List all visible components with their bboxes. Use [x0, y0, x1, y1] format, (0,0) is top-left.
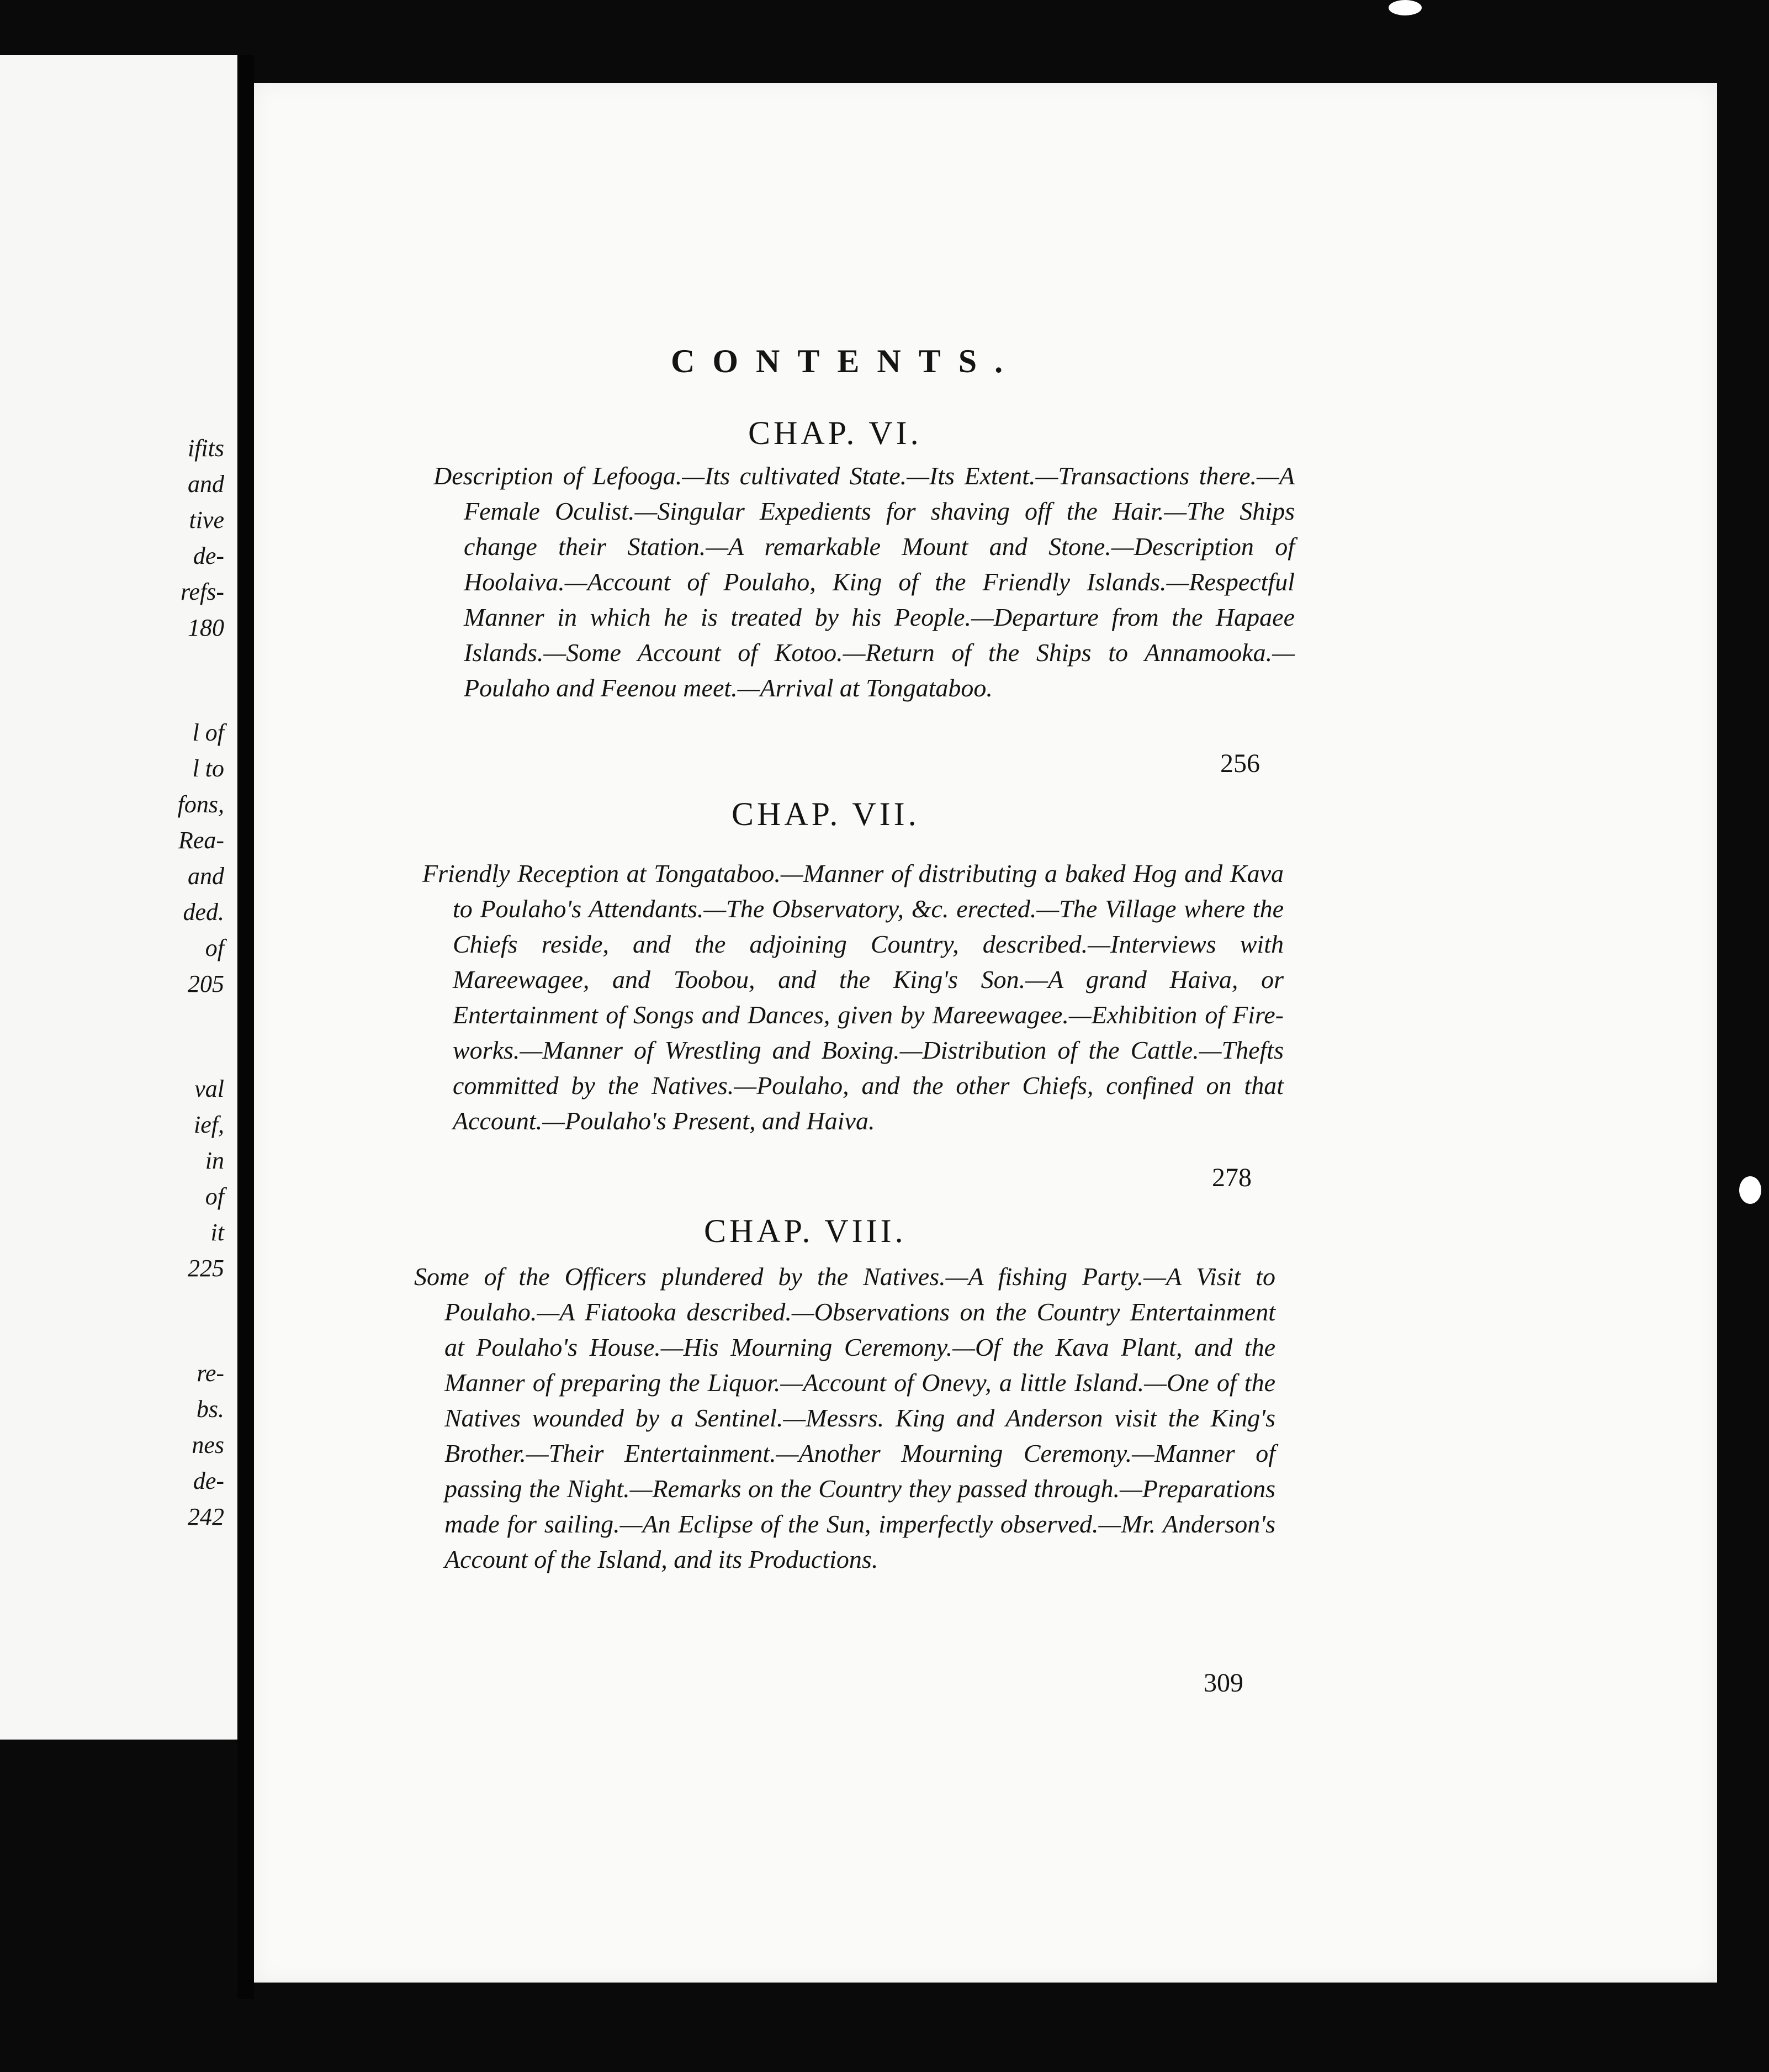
chapter-heading: CHAP. VII.: [732, 796, 920, 832]
margin-fragment: of: [205, 934, 224, 961]
margin-fragment: re-: [197, 1360, 224, 1387]
margin-fragment: nes: [192, 1431, 224, 1458]
facing-page: [0, 55, 237, 1740]
margin-fragment: refs-: [180, 578, 224, 605]
margin-fragment: fons,: [177, 791, 224, 818]
page-title: CONTENTS.: [671, 343, 1021, 379]
margin-fragment: 180: [188, 614, 224, 641]
margin-fragment: ded.: [183, 898, 224, 926]
margin-fragment: l of: [192, 719, 224, 746]
margin-fragment: de-: [193, 1467, 224, 1494]
page-number: 309: [1204, 1668, 1243, 1698]
margin-fragment: de-: [193, 542, 224, 569]
margin-fragment: and: [188, 471, 224, 498]
chapter-heading: CHAP. VI.: [748, 415, 922, 451]
scan-speck: [1389, 0, 1422, 15]
page-number: 256: [1220, 749, 1260, 778]
chapter-summary: Some of the Officers plundered by the Natives.—A fishing Party.—A Visit to Poulaho.—A Fiatooka described.—Observations on the Country Entertainment at Poulaho's House.—His Mourning Ceremony.—Of the Kava Plant, and the Manner of preparing the Liquor.—Account of Onevy, a little Island.—One of the Natives wounded by a Sentinel.—Messrs. King and Anderson visit the King's Brother.—Their Entertainment.—Another Mourning Ceremony.—Manner of passing the Night.—Remarks on the Country they passed through.—Preparations made for sailing.—An Eclipse of the Sun, imperfectly observed.—Mr. Anderson's Account of the Island, and its Productions.: [414, 1262, 1275, 1573]
margin-fragment: 225: [188, 1255, 224, 1282]
margin-fragment: ief,: [194, 1111, 224, 1138]
page-number: 278: [1212, 1163, 1252, 1192]
margin-fragment: ifits: [187, 435, 224, 462]
chapter-summary: Description of Lefooga.—Its cultivated State.—Its Extent.—Transactions there.—A Female Oculist.—Singular Expedients for shaving off the Hair.—The Ships change their Station.—A remarkable Mount and Stone.—Description of Hoolaiva.—Account of Poulaho, King of the Friendly Islands.—Respectful Manner in which he is treated by his People.—Departure from the Hapaee Islands.—Some Account of Kotoo.—Return of the Ships to Annamooka.—Poulaho and Feenou meet.—Arrival at Tongataboo.: [433, 462, 1295, 702]
chapter-heading: CHAP. VIII.: [704, 1213, 907, 1249]
margin-fragment: 242: [188, 1503, 224, 1530]
chapter-summary: Friendly Reception at Tongataboo.—Manner of distributing a baked Hog and Kava to Poulaho's Attendants.—The Observatory, &c. erected.—The Village where the Chiefs reside, and the adjoining Country, described.—Interviews with Mareewagee, and Toobou, and the King's Son.—A grand Haiva, or Entertainment of Songs and Dances, given by Mareewagee.—Exhibition of Fire-works.—Manner of Wrestling and Boxing.—Distribution of the Cattle.—Thefts committed by the Natives.—Poulaho, and the other Chiefs, confined on that Account.—Poulaho's Present, and Haiva.: [422, 859, 1284, 1135]
margin-fragment: tive: [189, 506, 224, 533]
margin-fragment: of: [205, 1183, 224, 1210]
margin-fragment: bs.: [196, 1396, 224, 1423]
margin-fragment: val: [194, 1075, 224, 1102]
margin-fragment: 205: [188, 970, 224, 997]
margin-fragment: l to: [192, 755, 224, 782]
margin-fragment: Rea-: [178, 827, 224, 854]
margin-fragment: and: [188, 863, 224, 890]
book-gutter: [237, 55, 254, 1999]
scan-speck: [1739, 1176, 1761, 1204]
margin-fragment: in: [205, 1147, 224, 1174]
margin-fragment: it: [210, 1219, 224, 1246]
